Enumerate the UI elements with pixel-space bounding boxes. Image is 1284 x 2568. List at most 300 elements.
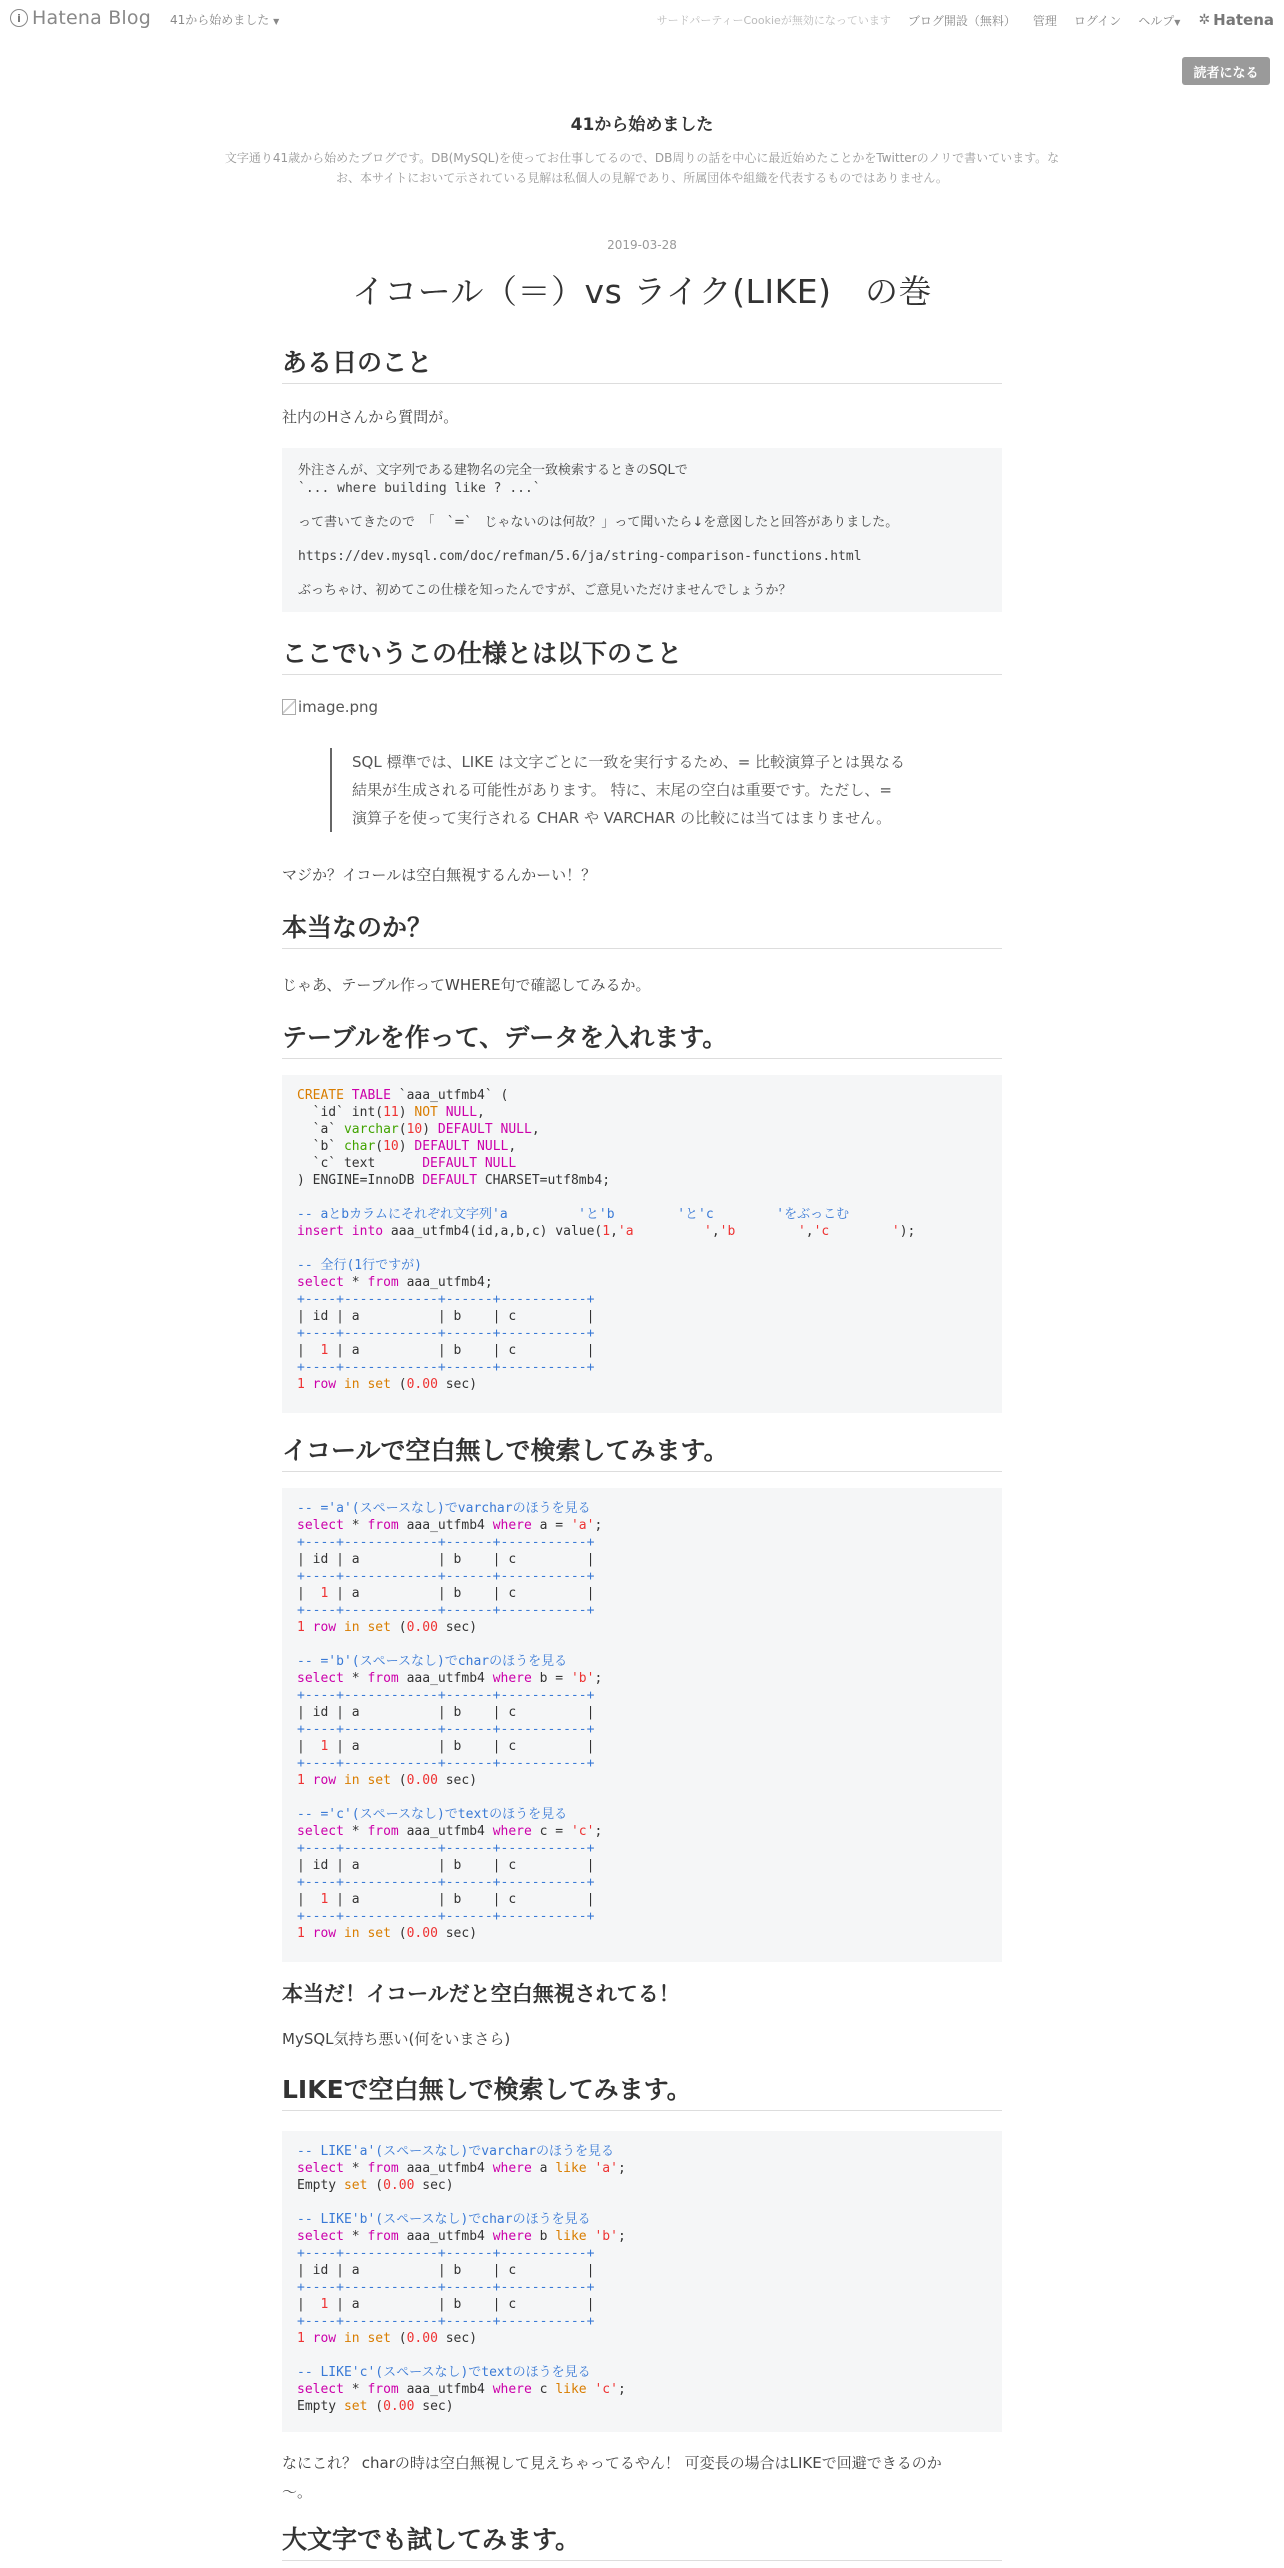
code-line	[297, 1620, 477, 1635]
code-token	[305, 2331, 313, 2346]
code-token: 0.00	[406, 1377, 438, 1392]
paragraph-line: なにこれ？ charの時は空白無視して見えちゃってるやん！ 可変長の場合はLIKEで回避できるのか	[282, 2454, 942, 2472]
code-token: `a`	[297, 1122, 344, 1137]
code-token: like	[555, 2161, 587, 2176]
image-alt-text: image.png	[298, 698, 379, 716]
code-token: 1	[320, 1586, 329, 1601]
code-token: +----+------------+------+-----------+	[297, 1756, 595, 1771]
code-token: select	[297, 2229, 344, 2244]
code-token: |	[297, 1343, 321, 1358]
chevron-down-icon: ▼	[273, 17, 280, 26]
code-token: 1	[320, 1739, 329, 1754]
code-line	[297, 2246, 594, 2261]
code-token: aaa_utfmb4	[398, 1518, 493, 1533]
code-line	[297, 2314, 594, 2329]
code-token: NULL	[445, 1105, 478, 1120]
code-line	[297, 1292, 594, 1307]
code-token: | a | b | c |	[328, 2297, 595, 2312]
code-token	[469, 1139, 477, 1154]
code-token: like	[555, 2382, 587, 2397]
code-token: *	[343, 1671, 368, 1686]
code-token: row	[312, 1620, 337, 1635]
code-line	[297, 2297, 594, 2312]
code-token: a =	[531, 1518, 571, 1533]
code-token: 0.00	[406, 1926, 438, 1941]
code-token: from	[367, 1275, 399, 1290]
code-token: c =	[531, 1824, 571, 1839]
code-token: | id | a | b | c |	[297, 1858, 595, 1873]
code-token: `aaa_utfmb4` (	[390, 1088, 509, 1103]
code-token: +----+------------+------+-----------+	[297, 1360, 595, 1375]
code-token: c	[531, 2382, 556, 2397]
code-token: NULL	[484, 1156, 517, 1171]
code-line	[297, 1722, 594, 1737]
code-token: row	[312, 1377, 337, 1392]
blog-description	[190, 148, 1094, 188]
code-line	[297, 1343, 594, 1358]
hatena-menu[interactable]	[1198, 11, 1274, 29]
code-token: +----+------------+------+-----------+	[297, 1875, 595, 1890]
code-line	[297, 1207, 849, 1222]
global-header	[0, 0, 1284, 38]
code-token: 1	[297, 1773, 305, 1788]
code-line	[297, 1892, 594, 1907]
code-token: +----+------------+------+-----------+	[297, 2246, 595, 2261]
blog-menu-dropdown[interactable]	[170, 11, 279, 28]
code-token: -- aとbカラムにそれぞれ文字列'a 'と'b 'と'c 'をぶっこむ	[297, 1207, 850, 1222]
code-token: from	[367, 2161, 399, 2176]
code-token: 'a'	[570, 1518, 595, 1533]
code-line	[297, 1258, 422, 1273]
code-token: where	[492, 1824, 532, 1839]
code-token: select	[297, 1275, 344, 1290]
link-start-blog[interactable]: ブログ開設（無料）	[907, 13, 1016, 28]
paragraph-line: 〜。	[282, 2483, 313, 2501]
section-heading: ここでいうこの仕様とは以下のこと	[282, 636, 1002, 675]
quoted-message	[282, 448, 1002, 612]
code-line	[297, 1603, 594, 1618]
code-token: from	[367, 1824, 399, 1839]
hatena-logo-icon: i	[10, 9, 28, 27]
code-token: insert	[297, 1224, 344, 1239]
code-token: 0.00	[383, 2399, 415, 2414]
code-token: +----+------------+------+-----------+	[297, 1841, 595, 1856]
code-token	[493, 1122, 501, 1137]
code-token: |	[297, 1892, 321, 1907]
code-token: ;	[594, 1824, 603, 1839]
code-token: 10	[383, 1139, 399, 1154]
code-token: set	[367, 2331, 391, 2346]
code-token: 10	[406, 1122, 423, 1137]
code-token: ,	[477, 1105, 485, 1120]
code-line	[297, 1841, 594, 1856]
broken-image	[282, 698, 378, 716]
link-login[interactable]: ログイン	[1073, 13, 1122, 28]
code-token: -- LIKE'c'(スペースなし)でtextのほうを見る	[297, 2365, 591, 2380]
paragraph: マジか？イコールは空白無視するんかーい！？	[282, 866, 597, 884]
code-token: 'c '	[813, 1224, 900, 1239]
code-line	[297, 2212, 591, 2227]
code-token: | id | a | b | c |	[297, 2263, 595, 2278]
hatena-label: Hatena	[1213, 11, 1274, 29]
code-token: select	[297, 1518, 344, 1533]
code-token: `id` int(	[297, 1105, 384, 1120]
code-token: | id | a | b | c |	[297, 1552, 595, 1567]
code-line	[297, 1360, 594, 1375]
code-token	[438, 1105, 446, 1120]
code-token: 'a'	[594, 2161, 618, 2176]
code-line	[297, 2161, 626, 2176]
code-token: Empty	[297, 2399, 344, 2414]
code-token: *	[343, 1518, 368, 1533]
code-block-like	[282, 2131, 1002, 2432]
entry-title[interactable]: イコール（＝）vs ライク(LIKE) の巻	[352, 272, 932, 311]
code-token: sec)	[437, 2331, 478, 2346]
code-block-create	[282, 1075, 1002, 1413]
code-token: into	[351, 1224, 384, 1239]
code-token: CREATE	[297, 1088, 344, 1103]
code-line	[297, 1824, 602, 1839]
code-token: -- ='a'(スペースなし)でvarcharのほうを見る	[297, 1501, 591, 1516]
code-token: ;	[617, 2161, 626, 2176]
code-token: from	[367, 2382, 399, 2397]
blockquote-line: 結果が生成される可能性があります。 特に、末尾の空白は重要です。ただし、=	[352, 781, 892, 799]
code-line	[297, 1326, 594, 1341]
code-token: 'b'	[570, 1671, 595, 1686]
code-token: 0.00	[383, 2178, 415, 2193]
code-token: select	[297, 2382, 344, 2397]
code-token: select	[297, 1671, 344, 1686]
blog-title[interactable]: 41から始めました	[570, 115, 714, 135]
section-heading: テーブルを作って、データを入れます。	[282, 1020, 1002, 1059]
code-token: 'c'	[594, 2382, 618, 2397]
code-line	[297, 2263, 594, 2278]
code-token: 1	[297, 1377, 305, 1392]
code-line	[297, 2331, 477, 2346]
code-token: | a | b | c |	[328, 1739, 595, 1754]
code-token: set	[367, 1926, 391, 1941]
code-line	[297, 1654, 567, 1669]
code-token: +----+------------+------+-----------+	[297, 1688, 595, 1703]
link-admin[interactable]: 管理	[1032, 13, 1057, 28]
code-token: +----+------------+------+-----------+	[297, 1535, 595, 1550]
code-token: (	[367, 2178, 384, 2193]
code-token: DEFAULT	[422, 1156, 478, 1171]
code-token	[336, 1377, 344, 1392]
code-token: 1	[297, 2331, 305, 2346]
hatena-sparkle-icon: ✲	[1198, 12, 1211, 28]
code-token: sec)	[437, 1620, 478, 1635]
code-token: row	[312, 2331, 337, 2346]
code-line	[297, 1309, 594, 1324]
code-token: row	[312, 1926, 337, 1941]
code-token: select	[297, 2161, 344, 2176]
code-line	[297, 1858, 594, 1873]
code-token: 1	[602, 1224, 611, 1239]
code-token: ;	[594, 1518, 603, 1533]
code-token: where	[492, 2229, 532, 2244]
code-token: aaa_utfmb4(id,a,b,c) value(	[383, 1224, 603, 1239]
code-line	[297, 2144, 614, 2159]
code-token: 'a '	[617, 1224, 712, 1239]
code-token: ) ENGINE=InnoDB	[297, 1173, 423, 1188]
code-token: b	[531, 2229, 556, 2244]
code-token: aaa_utfmb4	[398, 2382, 493, 2397]
code-line	[297, 2365, 591, 2380]
code-token: from	[367, 2229, 399, 2244]
quote-code-line: `... where building like ? ...`	[298, 481, 541, 496]
paragraph: じゃあ、テーブル作ってWHERE句で確認してみるか。	[282, 976, 651, 994]
code-line	[297, 1173, 610, 1188]
code-token: from	[367, 1671, 399, 1686]
code-token: b =	[531, 1671, 571, 1686]
code-token: (	[390, 1620, 407, 1635]
code-token: set	[367, 1377, 391, 1392]
code-token: TABLE	[351, 1088, 391, 1103]
code-token: ,	[508, 1139, 517, 1154]
chevron-down-icon: ▼	[1174, 17, 1181, 27]
code-token: -- ='c'(スペースなし)でtextのほうを見る	[297, 1807, 568, 1822]
code-line	[297, 1139, 516, 1154]
code-token: );	[899, 1224, 916, 1239]
subscribe-button[interactable]: 読者になる	[1182, 57, 1270, 85]
code-token: +----+------------+------+-----------+	[297, 1292, 595, 1307]
code-token: -- LIKE'a'(スペースなし)でvarcharのほうを見る	[297, 2144, 615, 2159]
help-label: ヘルプ	[1138, 13, 1175, 28]
code-token: like	[555, 2229, 587, 2244]
code-token: where	[492, 2161, 532, 2176]
code-token: where	[492, 2382, 532, 2397]
code-token	[305, 1620, 313, 1635]
blockquote	[330, 748, 972, 832]
code-token: 0.00	[406, 1773, 438, 1788]
code-line	[297, 2382, 626, 2397]
code-line	[297, 1926, 477, 1941]
code-token: -- LIKE'b'(スペースなし)でcharのほうを見る	[297, 2212, 591, 2227]
code-line	[297, 1501, 591, 1516]
code-token: -- 全行(1行ですが)	[297, 1258, 422, 1273]
code-token	[336, 1926, 344, 1941]
code-line	[297, 2399, 454, 2414]
code-token	[344, 1088, 352, 1103]
code-token: *	[343, 2229, 368, 2244]
code-token: )	[398, 1105, 415, 1120]
code-token: )	[398, 1139, 415, 1154]
code-token: (	[367, 2399, 384, 2414]
code-token: 1	[297, 1620, 305, 1635]
code-token: ,	[531, 1122, 540, 1137]
code-token: sec)	[437, 1773, 478, 1788]
section-heading: ある日のこと	[282, 345, 1002, 384]
code-line	[297, 1569, 594, 1584]
code-token: 1	[320, 1343, 329, 1358]
code-token: set	[343, 2178, 368, 2193]
code-token: a	[531, 2161, 556, 2176]
section-heading: 本当なのか？	[282, 910, 1002, 949]
code-line	[297, 1705, 594, 1720]
code-block-equal	[282, 1488, 1002, 1962]
quote-line: って書いてきたので 「 `=` じゃないのは何故？」って聞いたら↓を意図したと回答がありました。	[298, 515, 899, 530]
code-token: DEFAULT	[414, 1139, 470, 1154]
paragraph: MySQL気持ち悪い(何をいまさら)	[282, 2030, 511, 2048]
code-token: aaa_utfmb4	[398, 2161, 493, 2176]
code-token: +----+------------+------+-----------+	[297, 2314, 595, 2329]
code-token: 'c'	[570, 1824, 595, 1839]
code-token: +----+------------+------+-----------+	[297, 1909, 595, 1924]
broken-image-icon	[282, 699, 296, 715]
code-line	[297, 1518, 602, 1533]
code-token	[336, 2331, 344, 2346]
code-token: (	[390, 1377, 407, 1392]
code-token: varchar	[343, 1122, 399, 1137]
code-token: NULL	[500, 1122, 532, 1137]
code-token: select	[297, 1824, 344, 1839]
code-token: )	[422, 1122, 438, 1137]
code-token: ,	[610, 1224, 618, 1239]
subsection-heading: 本当だ！イコールだと空白無視されてる！	[282, 1982, 680, 2006]
code-token: -- ='b'(スペースなし)でcharのほうを見る	[297, 1654, 568, 1669]
code-token: aaa_utfmb4	[398, 1671, 493, 1686]
paragraph: 社内のHさんから質問が。	[282, 408, 459, 426]
code-token: |	[297, 2297, 321, 2312]
code-token: sec)	[437, 1377, 478, 1392]
code-line	[297, 1671, 602, 1686]
code-token: from	[367, 1518, 399, 1533]
code-token	[305, 1377, 313, 1392]
quote-url[interactable]: https://dev.mysql.com/doc/refman/5.6/ja/string-comparison-functions.html	[298, 549, 862, 564]
code-token: |	[297, 1586, 321, 1601]
header-right-menu	[640, 11, 1274, 29]
code-token: `b`	[297, 1139, 344, 1154]
code-token: | a | b | c |	[328, 1343, 595, 1358]
code-token: |	[297, 1739, 321, 1754]
code-token: in	[343, 1620, 360, 1635]
code-line	[297, 1586, 594, 1601]
code-token: 1	[320, 1892, 329, 1907]
blog-menu-label: 41から始めました	[170, 13, 270, 27]
code-token: | id | a | b | c |	[297, 1705, 595, 1720]
cookie-notice[interactable]: サードパーティーCookieが無効になっています	[656, 14, 891, 27]
link-help[interactable]	[1138, 12, 1180, 29]
code-token: ,	[711, 1224, 720, 1239]
code-token: Empty	[297, 2178, 344, 2193]
code-line	[297, 2229, 626, 2244]
code-line	[297, 1688, 594, 1703]
code-token: | a | b | c |	[328, 1892, 595, 1907]
code-token: +----+------------+------+-----------+	[297, 1722, 595, 1737]
code-token: 'b'	[594, 2229, 618, 2244]
code-token: row	[312, 1773, 337, 1788]
code-token: `c` text	[297, 1156, 423, 1171]
code-token: ;	[617, 2229, 626, 2244]
code-line	[297, 1088, 508, 1103]
code-token: 11	[383, 1105, 399, 1120]
code-token: in	[343, 1773, 360, 1788]
code-token: aaa_utfmb4;	[398, 1275, 493, 1290]
code-line	[297, 1377, 477, 1392]
code-token: 'b '	[719, 1224, 806, 1239]
code-token: ,	[805, 1224, 814, 1239]
code-token: +----+------------+------+-----------+	[297, 1326, 595, 1341]
code-line	[297, 1275, 493, 1290]
code-token: (	[398, 1122, 407, 1137]
code-token: (	[390, 1926, 407, 1941]
code-line	[297, 1535, 594, 1550]
code-token: in	[343, 1926, 360, 1941]
code-token: *	[343, 1275, 368, 1290]
code-token: 0.00	[406, 2331, 438, 2346]
code-token: sec)	[414, 2399, 454, 2414]
code-token: sec)	[437, 1926, 478, 1941]
code-line	[297, 1909, 594, 1924]
code-token: aaa_utfmb4	[398, 1824, 493, 1839]
logo-text: Hatena Blog	[32, 7, 151, 29]
code-token: 1	[320, 2297, 329, 2312]
code-token: char	[343, 1139, 376, 1154]
code-token	[305, 1773, 313, 1788]
code-token	[305, 1926, 313, 1941]
code-token: (	[390, 1773, 407, 1788]
code-line	[297, 1807, 567, 1822]
code-line	[297, 1756, 594, 1771]
code-line	[297, 2280, 594, 2295]
code-token: ;	[617, 2382, 626, 2397]
code-token: *	[343, 2382, 368, 2397]
code-token: (	[375, 1139, 384, 1154]
quote-line: ぶっちゃけ、初めてこの仕様を知ったんですが、ご意見いただけませんでしょうか？	[298, 583, 792, 598]
code-token: in	[343, 1377, 360, 1392]
code-token: | id | a | b | c |	[297, 1309, 595, 1324]
blog-description-line: 文字通り41歳から始めたブログです。DB(MySQL)を使ってお仕事してるので、DB周りの話を中心に最近始めたことかをTwitterのノリで書いています。な	[224, 151, 1060, 165]
section-heading: LIKEで空白無しで検索してみます。	[282, 2072, 1002, 2111]
blockquote-line: 演算子を使って実行される CHAR や VARCHAR の比較には当てはまりません。	[352, 809, 892, 827]
code-token: in	[343, 2331, 360, 2346]
code-token: | a | b | c |	[328, 1586, 595, 1601]
code-token: (	[390, 2331, 407, 2346]
quote-line: 外注さんが、文字列である建物名の完全一致検索するときのSQLで	[298, 463, 688, 478]
code-line	[297, 2178, 454, 2193]
code-token: ;	[594, 1671, 603, 1686]
code-token: CHARSET=utf8mb4;	[477, 1173, 611, 1188]
section-heading: 大文字でも試してみます。	[282, 2522, 1002, 2561]
code-line	[297, 1156, 516, 1171]
code-token: NOT	[414, 1105, 438, 1120]
code-line	[297, 1224, 915, 1239]
section-heading: イコールで空白無しで検索してみます。	[282, 1433, 1002, 1472]
code-line	[297, 1122, 540, 1137]
hatena-blog-logo[interactable]	[10, 7, 151, 29]
code-token: sec)	[414, 2178, 454, 2193]
code-token: +----+------------+------+-----------+	[297, 1569, 595, 1584]
code-line	[297, 1739, 594, 1754]
code-token: +----+------------+------+-----------+	[297, 2280, 595, 2295]
paragraph	[282, 2449, 1002, 2507]
code-token: set	[367, 1620, 391, 1635]
code-line	[297, 1773, 477, 1788]
entry-date[interactable]: 2019-03-28	[607, 238, 677, 252]
code-token: set	[343, 2399, 368, 2414]
code-line	[297, 1552, 594, 1567]
code-token	[344, 1224, 352, 1239]
code-token: *	[343, 1824, 368, 1839]
code-token: aaa_utfmb4	[398, 2229, 493, 2244]
code-token: DEFAULT	[422, 1173, 478, 1188]
code-token	[477, 1156, 485, 1171]
code-token: 1	[297, 1926, 305, 1941]
code-line	[297, 1875, 594, 1890]
code-token: set	[367, 1773, 391, 1788]
code-token: DEFAULT	[437, 1122, 493, 1137]
